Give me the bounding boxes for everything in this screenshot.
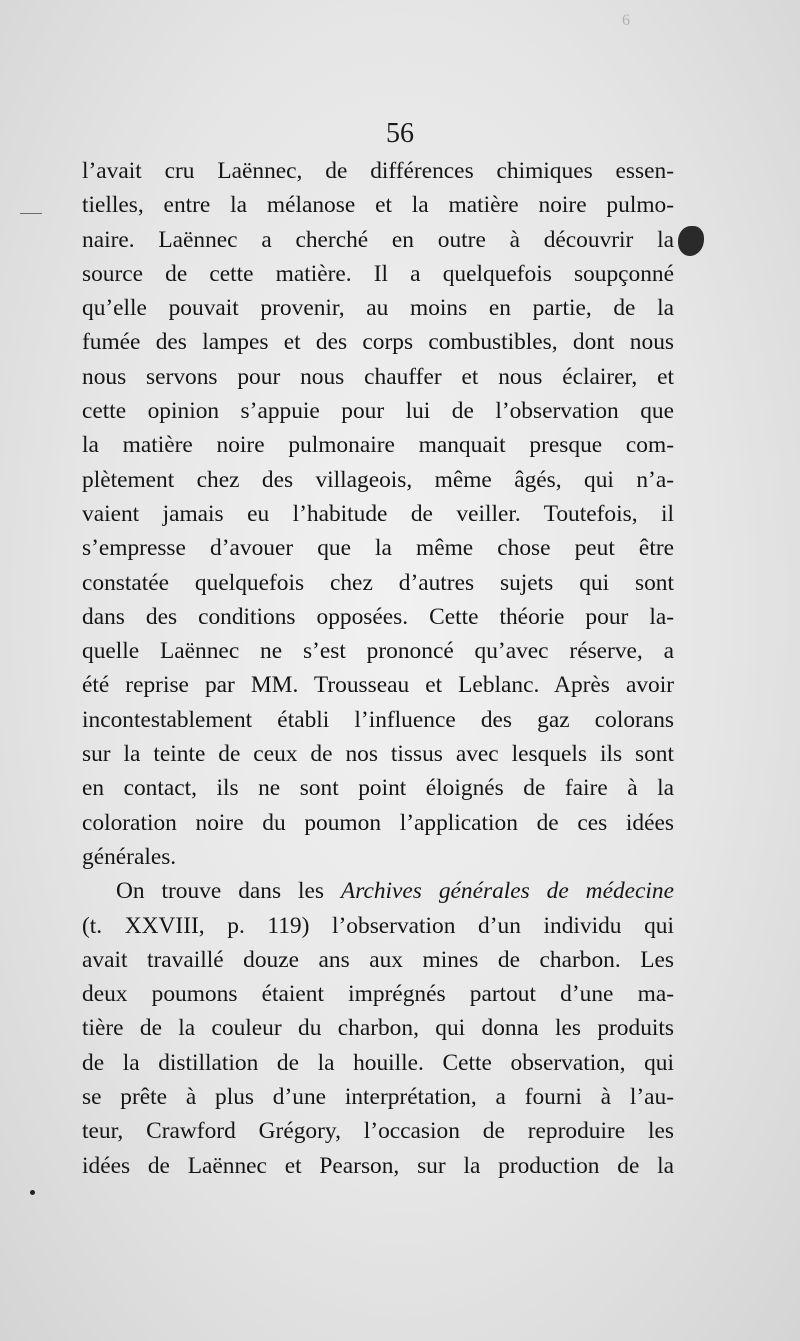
text-line: vaient jamais eu l’habitude de veiller. Toutefois, il: [82, 500, 674, 527]
text-line: de la distillation de la houille. Cette observation, qui: [82, 1049, 674, 1076]
text-line: l’avait cru Laënnec, de différences chimiques essen-: [82, 158, 674, 184]
text-line: (t. XXVIII, p. 119) l’observation d’un individu qui: [82, 912, 674, 939]
text-line: sur la teinte de ceux de nos tissus avec lesquels ils sont: [82, 741, 674, 768]
page-number: 56: [386, 118, 414, 149]
corner-mark: 6: [622, 12, 630, 29]
text-line: se prête à plus d’une interprétation, a fourni à l’au-: [82, 1084, 674, 1111]
margin-dash: [20, 213, 42, 214]
journal-title-italic: Archives générales de médecine: [340, 878, 674, 905]
text-line: fumée des lampes et des corps combustibles, dont nous: [82, 329, 674, 356]
text-line: dans des conditions opposées. Cette théorie pour la-: [82, 603, 674, 630]
text-line: été reprise par MM. Trousseau et Leblanc. Après avoir: [82, 672, 674, 699]
text-line: source de cette matière. Il a quelquefois soupçonné: [82, 260, 674, 287]
text-line: tière de la couleur du charbon, qui donna les produits: [82, 1015, 674, 1042]
text-line: teur, Crawford Grégory, l’occasion de reproduire les: [82, 1118, 674, 1145]
text-line: quelle Laënnec ne s’est prononcé qu’avec réserve, a: [82, 638, 674, 665]
text-line: naire. Laënnec a cherché en outre à découvrir la: [82, 226, 674, 253]
text-line: plètement chez des villageois, même âgés, qui n’a-: [82, 466, 674, 493]
text-line: incontestablement établi l’influence des gaz colorans: [82, 706, 674, 733]
text-line: générales.: [82, 843, 177, 870]
text-line: qu’elle pouvait provenir, au moins en partie, de la: [82, 295, 674, 322]
text-line: tielles, entre la mélanose et la matière noire pulmo-: [82, 192, 674, 219]
ink-speck: [30, 1190, 35, 1195]
text-line: avait travaillé douze ans aux mines de charbon. Les: [82, 946, 674, 973]
text-line: cette opinion s’appuie pour lui de l’observation que: [82, 398, 674, 425]
ink-blot: [678, 226, 704, 256]
text-line: la matière noire pulmonaire manquait presque com-: [82, 432, 674, 459]
text-line: nous servons pour nous chauffer et nous éclairer, et: [82, 363, 674, 390]
text-line: coloration noire du poumon l’application de ces idées: [82, 809, 674, 836]
text-line: deux poumons étaient imprégnés partout d’une ma-: [82, 981, 674, 1008]
text-line: constatée quelquefois chez d’autres sujets qui sont: [82, 569, 674, 596]
text-line: s’empresse d’avouer que la même chose peut être: [82, 535, 674, 562]
text-line: en contact, ils ne sont point éloignés de faire à la: [82, 775, 674, 802]
text-line: idées de Laënnec et Pearson, sur la production de la: [82, 1152, 674, 1179]
body-text: [82, 154, 674, 1183]
paragraph-lead-text: On trouve dans les: [116, 878, 341, 905]
text-line-paragraph-start: [82, 874, 674, 908]
